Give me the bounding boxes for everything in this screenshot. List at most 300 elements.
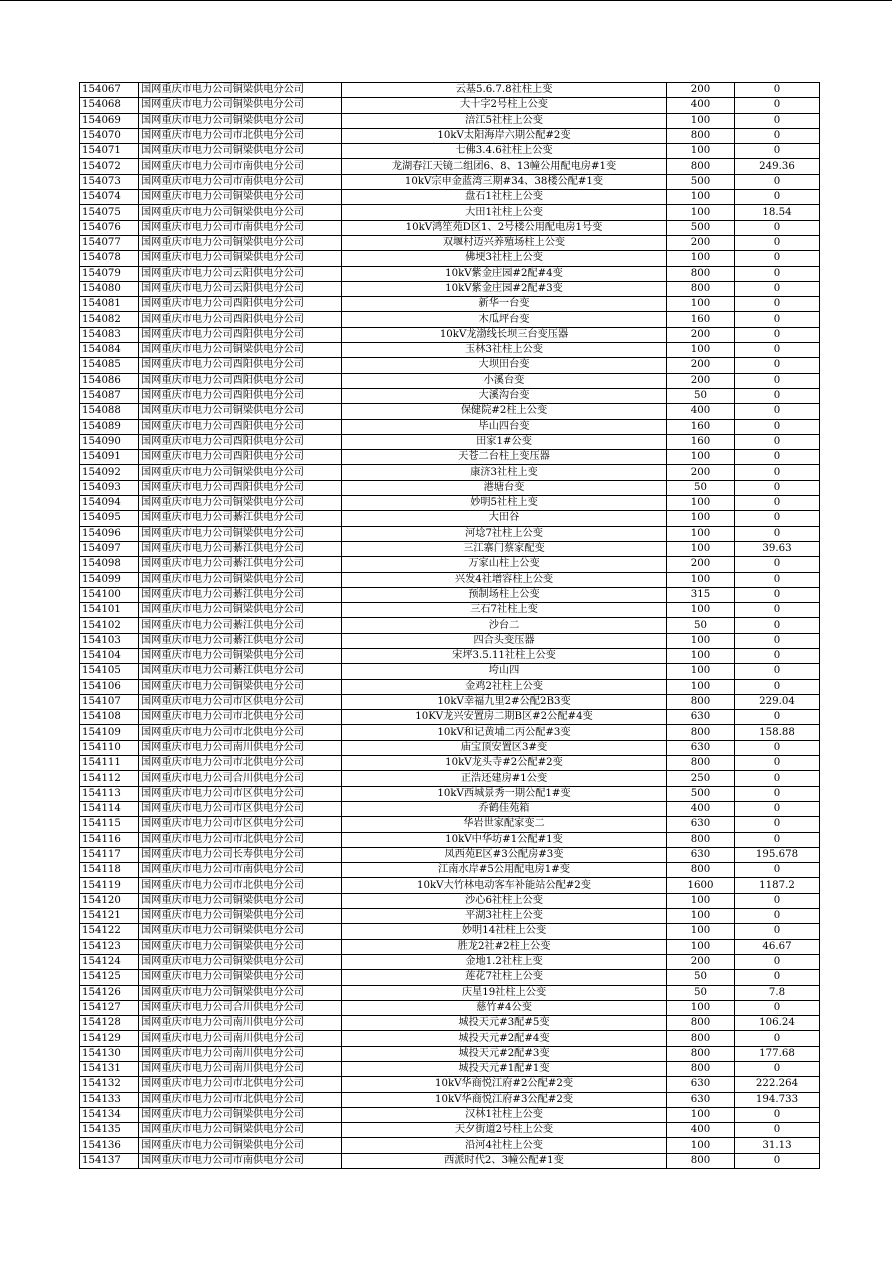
org-cell: 国网重庆市电力公司南川供电分公司: [139, 1016, 342, 1031]
transformer-name-cell: 城投天元#2配#4变: [342, 1031, 667, 1046]
capacity-cell: 50: [667, 970, 735, 985]
capacity-cell: 100: [667, 113, 735, 128]
row-id-cell: 154107: [80, 694, 139, 709]
table-row: [80, 664, 820, 679]
value-cell: 0: [735, 312, 820, 327]
transformer-name-cell: 城投天元#2配#3变: [342, 1046, 667, 1061]
transformer-name-cell: 正浩还建房#1公变: [342, 771, 667, 786]
row-id-cell: 154111: [80, 756, 139, 771]
table-row: [80, 205, 820, 220]
value-cell: 222.264: [735, 1077, 820, 1092]
value-cell: 0: [735, 740, 820, 755]
value-cell: 31.13: [735, 1138, 820, 1153]
capacity-cell: 800: [667, 1031, 735, 1046]
capacity-cell: 100: [667, 1000, 735, 1015]
org-cell: 国网重庆市电力公司铜梁供电分公司: [139, 465, 342, 480]
table-row: [80, 174, 820, 189]
capacity-cell: 100: [667, 648, 735, 663]
table-row: [80, 1123, 820, 1138]
org-cell: 国网重庆市电力公司南川供电分公司: [139, 740, 342, 755]
transformer-name-cell: 胜龙2社#2柱上公变: [342, 939, 667, 954]
org-cell: 国网重庆市电力公司綦江供电分公司: [139, 511, 342, 526]
table-row: [80, 618, 820, 633]
table-row: [80, 863, 820, 878]
transformer-name-cell: 10kV华商悦江府#2公配#2变: [342, 1077, 667, 1092]
row-id-cell: 154130: [80, 1046, 139, 1061]
transformer-name-cell: 城投天元#3配#5变: [342, 1016, 667, 1031]
org-cell: 国网重庆市电力公司铜梁供电分公司: [139, 893, 342, 908]
row-id-cell: 154116: [80, 832, 139, 847]
org-cell: 国网重庆市电力公司铜梁供电分公司: [139, 954, 342, 969]
capacity-cell: 50: [667, 388, 735, 403]
row-id-cell: 154076: [80, 220, 139, 235]
value-cell: 0: [735, 465, 820, 480]
transformer-name-cell: 10kV大竹林电动客车补能站公配#2变: [342, 878, 667, 893]
org-cell: 国网重庆市电力公司綦江供电分公司: [139, 633, 342, 648]
capacity-cell: 100: [667, 893, 735, 908]
value-cell: 0: [735, 1062, 820, 1077]
table-row: [80, 1153, 820, 1168]
table-row: [80, 710, 820, 725]
transformer-name-cell: 金鸡2社柱上公变: [342, 679, 667, 694]
value-cell: 0: [735, 817, 820, 832]
capacity-cell: 160: [667, 312, 735, 327]
org-cell: 国网重庆市电力公司铜梁供电分公司: [139, 235, 342, 250]
value-cell: 229.04: [735, 694, 820, 709]
capacity-cell: 200: [667, 358, 735, 373]
capacity-cell: 630: [667, 710, 735, 725]
capacity-cell: 100: [667, 909, 735, 924]
capacity-cell: 100: [667, 924, 735, 939]
capacity-cell: 100: [667, 679, 735, 694]
org-cell: 国网重庆市电力公司綦江供电分公司: [139, 557, 342, 572]
org-cell: 国网重庆市电力公司长寿供电分公司: [139, 847, 342, 862]
transformer-name-cell: 天夕街道2号柱上公变: [342, 1123, 667, 1138]
transformer-name-cell: 妙明5社柱上变: [342, 496, 667, 511]
row-id-cell: 154119: [80, 878, 139, 893]
org-cell: 国网重庆市电力公司綦江供电分公司: [139, 664, 342, 679]
capacity-cell: 1600: [667, 878, 735, 893]
capacity-cell: 200: [667, 954, 735, 969]
capacity-cell: 50: [667, 985, 735, 1000]
value-cell: 0: [735, 144, 820, 159]
transformer-name-cell: 小溪台变: [342, 373, 667, 388]
transformer-name-cell: 云基5.6.7.8社柱上变: [342, 83, 667, 98]
org-cell: 国网重庆市电力公司铜梁供电分公司: [139, 970, 342, 985]
table-row: [80, 98, 820, 113]
org-cell: 国网重庆市电力公司铜梁供电分公司: [139, 343, 342, 358]
transformer-name-cell: 毕山四台变: [342, 419, 667, 434]
transformer-name-cell: 10kV紫金庄园#2配#4变: [342, 266, 667, 281]
capacity-cell: 800: [667, 725, 735, 740]
capacity-cell: 160: [667, 419, 735, 434]
row-id-cell: 154087: [80, 388, 139, 403]
value-cell: 0: [735, 450, 820, 465]
capacity-cell: 630: [667, 847, 735, 862]
capacity-cell: 800: [667, 832, 735, 847]
value-cell: 0: [735, 909, 820, 924]
value-cell: 0: [735, 618, 820, 633]
transformer-name-cell: 沙台二: [342, 618, 667, 633]
value-cell: 0: [735, 83, 820, 98]
capacity-cell: 400: [667, 98, 735, 113]
row-id-cell: 154089: [80, 419, 139, 434]
org-cell: 国网重庆市电力公司铜梁供电分公司: [139, 924, 342, 939]
capacity-cell: 315: [667, 587, 735, 602]
table-row: [80, 327, 820, 342]
value-cell: 177.68: [735, 1046, 820, 1061]
row-id-cell: 154122: [80, 924, 139, 939]
value-cell: 0: [735, 343, 820, 358]
transformer-name-cell: 10kV鸿笙苑D区1、2号楼公用配电房1号变: [342, 220, 667, 235]
value-cell: 249.36: [735, 159, 820, 174]
org-cell: 国网重庆市电力公司铜梁供电分公司: [139, 144, 342, 159]
value-cell: 0: [735, 526, 820, 541]
transformer-name-cell: 大坝田台变: [342, 358, 667, 373]
row-id-cell: 154088: [80, 404, 139, 419]
table-row: [80, 450, 820, 465]
table-row: [80, 909, 820, 924]
org-cell: 国网重庆市电力公司酉阳供电分公司: [139, 450, 342, 465]
org-cell: 国网重庆市电力公司市南供电分公司: [139, 159, 342, 174]
table-row: [80, 1031, 820, 1046]
row-id-cell: 154132: [80, 1077, 139, 1092]
value-cell: 195.678: [735, 847, 820, 862]
org-cell: 国网重庆市电力公司铜梁供电分公司: [139, 83, 342, 98]
capacity-cell: 100: [667, 511, 735, 526]
transformer-name-cell: 佛埂3社柱上公变: [342, 251, 667, 266]
value-cell: 0: [735, 664, 820, 679]
org-cell: 国网重庆市电力公司铜梁供电分公司: [139, 205, 342, 220]
row-id-cell: 154095: [80, 511, 139, 526]
org-cell: 国网重庆市电力公司铜梁供电分公司: [139, 98, 342, 113]
value-cell: 194.733: [735, 1092, 820, 1107]
value-cell: 1187.2: [735, 878, 820, 893]
transformer-name-cell: 大十字2号柱上公变: [342, 98, 667, 113]
table-row: [80, 557, 820, 572]
capacity-cell: 160: [667, 434, 735, 449]
row-id-cell: 154121: [80, 909, 139, 924]
value-cell: 0: [735, 1153, 820, 1168]
row-id-cell: 154136: [80, 1138, 139, 1153]
value-cell: 0: [735, 924, 820, 939]
row-id-cell: 154125: [80, 970, 139, 985]
row-id-cell: 154078: [80, 251, 139, 266]
table-row: [80, 771, 820, 786]
org-cell: 国网重庆市电力公司南川供电分公司: [139, 1046, 342, 1061]
org-cell: 国网重庆市电力公司酉阳供电分公司: [139, 373, 342, 388]
transformer-name-cell: 沿河4社柱上公变: [342, 1138, 667, 1153]
org-cell: 国网重庆市电力公司市北供电分公司: [139, 878, 342, 893]
row-id-cell: 154070: [80, 128, 139, 143]
transformer-name-cell: 双堰村迈兴养殖场柱上公变: [342, 235, 667, 250]
value-cell: 0: [735, 480, 820, 495]
org-cell: 国网重庆市电力公司市南供电分公司: [139, 1153, 342, 1168]
row-id-cell: 154090: [80, 434, 139, 449]
value-cell: 0: [735, 496, 820, 511]
table-row: [80, 511, 820, 526]
row-id-cell: 154096: [80, 526, 139, 541]
row-id-cell: 154085: [80, 358, 139, 373]
row-id-cell: 154135: [80, 1123, 139, 1138]
table-row: [80, 343, 820, 358]
table-row: [80, 419, 820, 434]
capacity-cell: 100: [667, 496, 735, 511]
org-cell: 国网重庆市电力公司铜梁供电分公司: [139, 496, 342, 511]
transformer-name-cell: 河埝7社柱上公变: [342, 526, 667, 541]
capacity-cell: 50: [667, 480, 735, 495]
transformer-name-cell: 大田1社柱上公变: [342, 205, 667, 220]
transformer-name-cell: 江南水岸#5公用配电房1#变: [342, 863, 667, 878]
capacity-cell: 100: [667, 541, 735, 556]
value-cell: 0: [735, 587, 820, 602]
table-row: [80, 144, 820, 159]
table-row: [80, 801, 820, 816]
transformer-name-cell: 大溪沟台变: [342, 388, 667, 403]
transformer-name-cell: 涪江5社柱上公变: [342, 113, 667, 128]
transformer-name-cell: 妙明14社柱上公变: [342, 924, 667, 939]
table-row: [80, 251, 820, 266]
capacity-cell: 400: [667, 404, 735, 419]
transformer-name-cell: 新华一台变: [342, 297, 667, 312]
value-cell: 0: [735, 970, 820, 985]
row-id-cell: 154091: [80, 450, 139, 465]
row-id-cell: 154105: [80, 664, 139, 679]
row-id-cell: 154113: [80, 786, 139, 801]
row-id-cell: 154097: [80, 541, 139, 556]
value-cell: 158.88: [735, 725, 820, 740]
transformer-name-cell: 宋坪3.5.11社柱上公变: [342, 648, 667, 663]
transformer-table: [79, 82, 820, 1169]
table-row: [80, 786, 820, 801]
table-row: [80, 373, 820, 388]
org-cell: 国网重庆市电力公司酉阳供电分公司: [139, 312, 342, 327]
org-cell: 国网重庆市电力公司铜梁供电分公司: [139, 251, 342, 266]
value-cell: 0: [735, 801, 820, 816]
org-cell: 国网重庆市电力公司云阳供电分公司: [139, 266, 342, 281]
table-row: [80, 1046, 820, 1061]
value-cell: 0: [735, 174, 820, 189]
table-row: [80, 648, 820, 663]
row-id-cell: 154101: [80, 603, 139, 618]
table-row: [80, 603, 820, 618]
row-id-cell: 154068: [80, 98, 139, 113]
row-id-cell: 154071: [80, 144, 139, 159]
transformer-name-cell: 城投天元#1配#1变: [342, 1062, 667, 1077]
org-cell: 国网重庆市电力公司市区供电分公司: [139, 694, 342, 709]
capacity-cell: 100: [667, 572, 735, 587]
table-row: [80, 1016, 820, 1031]
table-row: [80, 587, 820, 602]
value-cell: 0: [735, 832, 820, 847]
org-cell: 国网重庆市电力公司铜梁供电分公司: [139, 113, 342, 128]
table-row: [80, 985, 820, 1000]
value-cell: 0: [735, 633, 820, 648]
row-id-cell: 154102: [80, 618, 139, 633]
row-id-cell: 154094: [80, 496, 139, 511]
org-cell: 国网重庆市电力公司酉阳供电分公司: [139, 388, 342, 403]
value-cell: 0: [735, 572, 820, 587]
row-id-cell: 154083: [80, 327, 139, 342]
org-cell: 国网重庆市电力公司市北供电分公司: [139, 128, 342, 143]
value-cell: 0: [735, 434, 820, 449]
transformer-name-cell: 保健院#2柱上公变: [342, 404, 667, 419]
table-row: [80, 526, 820, 541]
table-row: [80, 496, 820, 511]
row-id-cell: 154073: [80, 174, 139, 189]
capacity-cell: 200: [667, 557, 735, 572]
row-id-cell: 154075: [80, 205, 139, 220]
table-row: [80, 725, 820, 740]
value-cell: 0: [735, 1031, 820, 1046]
capacity-cell: 630: [667, 817, 735, 832]
value-cell: 0: [735, 128, 820, 143]
capacity-cell: 250: [667, 771, 735, 786]
row-id-cell: 154074: [80, 190, 139, 205]
table-row: [80, 480, 820, 495]
row-id-cell: 154137: [80, 1153, 139, 1168]
value-cell: 0: [735, 603, 820, 618]
capacity-cell: 630: [667, 1092, 735, 1107]
capacity-cell: 50: [667, 618, 735, 633]
transformer-name-cell: 兴发4社增容柱上公变: [342, 572, 667, 587]
org-cell: 国网重庆市电力公司南川供电分公司: [139, 1062, 342, 1077]
capacity-cell: 800: [667, 1153, 735, 1168]
value-cell: 0: [735, 1107, 820, 1122]
transformer-name-cell: 大田谷: [342, 511, 667, 526]
value-cell: 0: [735, 373, 820, 388]
transformer-name-cell: 莲花7社柱上公变: [342, 970, 667, 985]
org-cell: 国网重庆市电力公司铜梁供电分公司: [139, 190, 342, 205]
value-cell: 0: [735, 893, 820, 908]
table-row: [80, 679, 820, 694]
table-row: [80, 159, 820, 174]
org-cell: 国网重庆市电力公司酉阳供电分公司: [139, 434, 342, 449]
table-row: [80, 832, 820, 847]
org-cell: 国网重庆市电力公司酉阳供电分公司: [139, 327, 342, 342]
table-row: [80, 220, 820, 235]
value-cell: 0: [735, 954, 820, 969]
transformer-name-cell: 10kV紫金庄园#2配#3变: [342, 281, 667, 296]
org-cell: 国网重庆市电力公司市南供电分公司: [139, 174, 342, 189]
table-row: [80, 1000, 820, 1015]
row-id-cell: 154127: [80, 1000, 139, 1015]
table-row: [80, 878, 820, 893]
page-top-border: [0, 0, 892, 1]
transformer-name-cell: 10kV宗申金蓝湾三期#34、38楼公配#1变: [342, 174, 667, 189]
value-cell: 0: [735, 266, 820, 281]
transformer-name-cell: 康济3社柱上变: [342, 465, 667, 480]
row-id-cell: 154079: [80, 266, 139, 281]
org-cell: 国网重庆市电力公司铜梁供电分公司: [139, 572, 342, 587]
table-row: [80, 404, 820, 419]
table-row: [80, 939, 820, 954]
capacity-cell: 800: [667, 1046, 735, 1061]
table-row: [80, 297, 820, 312]
value-cell: 0: [735, 220, 820, 235]
table-row: [80, 1092, 820, 1107]
transformer-name-cell: 庙宝顶安置区3#变: [342, 740, 667, 755]
value-cell: 0: [735, 327, 820, 342]
table-row: [80, 83, 820, 98]
value-cell: 46.67: [735, 939, 820, 954]
table-row: [80, 465, 820, 480]
org-cell: 国网重庆市电力公司市北供电分公司: [139, 1092, 342, 1107]
value-cell: 18.54: [735, 205, 820, 220]
table-row: [80, 694, 820, 709]
transformer-name-cell: 10kV和记黄埔二丙公配#3变: [342, 725, 667, 740]
table-row: [80, 190, 820, 205]
transformer-name-cell: 万家山柱上公变: [342, 557, 667, 572]
table-row: [80, 388, 820, 403]
org-cell: 国网重庆市电力公司铜梁供电分公司: [139, 1138, 342, 1153]
row-id-cell: 154134: [80, 1107, 139, 1122]
org-cell: 国网重庆市电力公司市北供电分公司: [139, 710, 342, 725]
transformer-name-cell: 三石7社柱上变: [342, 603, 667, 618]
org-cell: 国网重庆市电力公司铜梁供电分公司: [139, 1123, 342, 1138]
row-id-cell: 154086: [80, 373, 139, 388]
capacity-cell: 100: [667, 526, 735, 541]
table-row: [80, 541, 820, 556]
capacity-cell: 800: [667, 756, 735, 771]
value-cell: 0: [735, 710, 820, 725]
table-row: [80, 847, 820, 862]
row-id-cell: 154109: [80, 725, 139, 740]
row-id-cell: 154080: [80, 281, 139, 296]
table-row: [80, 1077, 820, 1092]
capacity-cell: 500: [667, 174, 735, 189]
capacity-cell: 800: [667, 159, 735, 174]
transformer-name-cell: 龙湖春江天镜二组团6、8、13幢公用配电房#1变: [342, 159, 667, 174]
row-id-cell: 154103: [80, 633, 139, 648]
transformer-name-cell: 沙心6社柱上公变: [342, 893, 667, 908]
row-id-cell: 154129: [80, 1031, 139, 1046]
row-id-cell: 154100: [80, 587, 139, 602]
org-cell: 国网重庆市电力公司铜梁供电分公司: [139, 679, 342, 694]
capacity-cell: 100: [667, 450, 735, 465]
row-id-cell: 154133: [80, 1092, 139, 1107]
transformer-name-cell: 慈竹#4公变: [342, 1000, 667, 1015]
capacity-cell: 100: [667, 603, 735, 618]
org-cell: 国网重庆市电力公司酉阳供电分公司: [139, 419, 342, 434]
value-cell: 0: [735, 511, 820, 526]
capacity-cell: 200: [667, 465, 735, 480]
value-cell: 0: [735, 358, 820, 373]
org-cell: 国网重庆市电力公司綦江供电分公司: [139, 541, 342, 556]
row-id-cell: 154128: [80, 1016, 139, 1031]
org-cell: 国网重庆市电力公司市区供电分公司: [139, 801, 342, 816]
transformer-name-cell: 天苍二台柱上变压器: [342, 450, 667, 465]
org-cell: 国网重庆市电力公司铜梁供电分公司: [139, 909, 342, 924]
capacity-cell: 200: [667, 373, 735, 388]
capacity-cell: 800: [667, 863, 735, 878]
capacity-cell: 100: [667, 939, 735, 954]
capacity-cell: 100: [667, 144, 735, 159]
value-cell: 0: [735, 756, 820, 771]
transformer-name-cell: 10KV龙兴安置房二期B区#2公配#4变: [342, 710, 667, 725]
capacity-cell: 100: [667, 297, 735, 312]
transformer-name-cell: 预制场柱上公变: [342, 587, 667, 602]
capacity-cell: 800: [667, 128, 735, 143]
capacity-cell: 100: [667, 205, 735, 220]
value-cell: 0: [735, 679, 820, 694]
org-cell: 国网重庆市电力公司市北供电分公司: [139, 832, 342, 847]
org-cell: 国网重庆市电力公司云阳供电分公司: [139, 281, 342, 296]
transformer-name-cell: 凤西苑E区#3公配房#3变: [342, 847, 667, 862]
table-row: [80, 970, 820, 985]
table-row: [80, 924, 820, 939]
transformer-name-cell: 盘石1社柱上公变: [342, 190, 667, 205]
